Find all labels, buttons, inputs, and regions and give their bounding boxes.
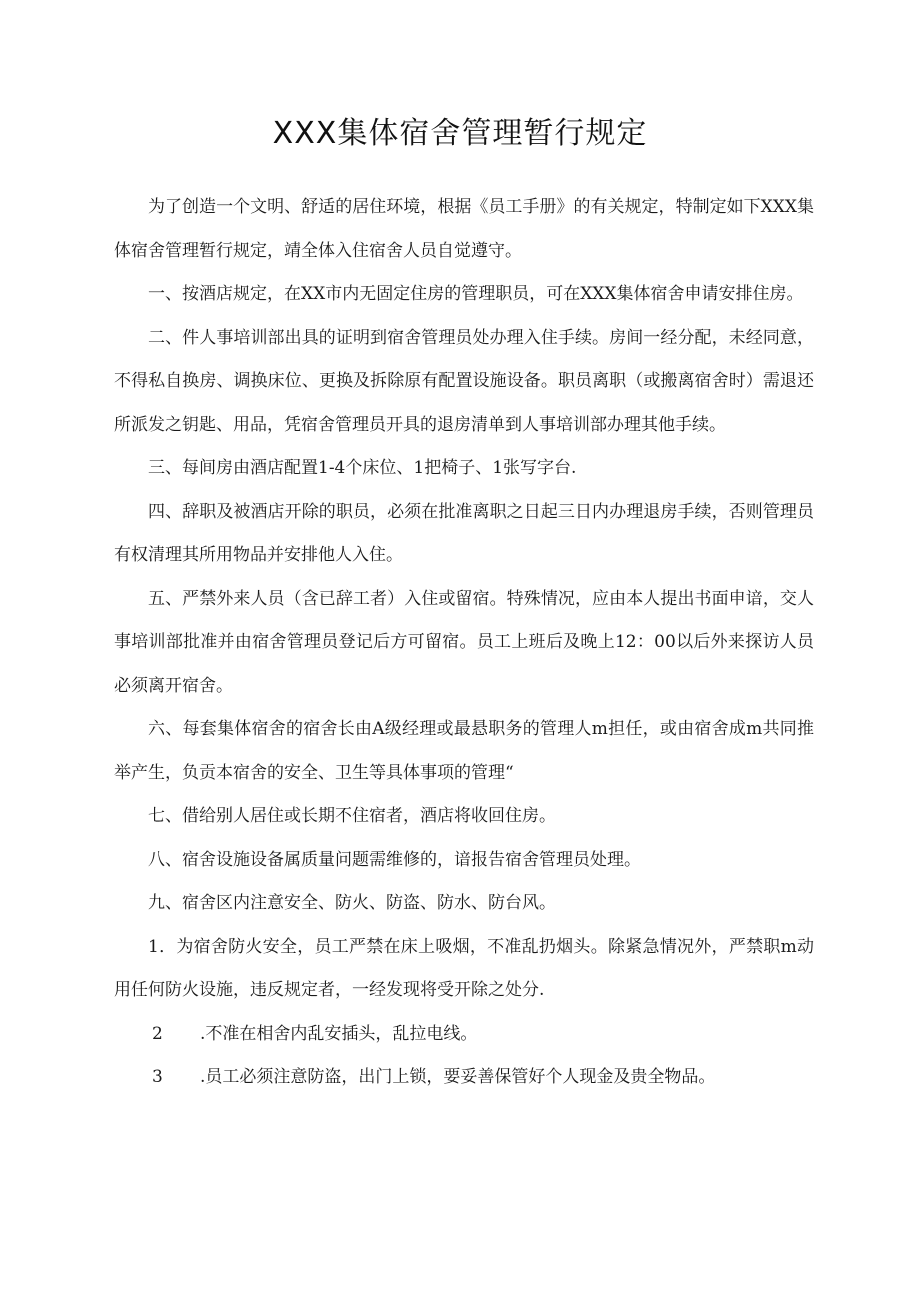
paragraph-intro: 为了创造一个文明、舒适的居住环境，根据《员工手册》的有关规定，特制定如下XXX集体宿舍管理暂行规定，靖全体入住宿舍人员自觉遵守。 xyxy=(114,197,814,261)
list-item-number: 3 xyxy=(152,1067,163,1087)
paragraph-rule-1: 一、按酒店规定，在XX市内无固定住房的管理职员，可在XXX集体宿舍申请安排住房。 xyxy=(148,284,804,304)
paragraph-rule-9: 九、宿舍区内注意安全、防火、防盗、防水、防台风。 xyxy=(148,893,556,913)
list-item-text: .员工必须注意防盗，出门上锁，要妥善保管好个人现金及贵全物品。 xyxy=(200,1067,716,1087)
paragraph-rule-4: 四、辞职及被酒店开除的职员，必须在批准离职之日起三日内办理退房手续，否则管理员有权清理其所用物品并安排他人入住。 xyxy=(114,501,814,565)
paragraph-rule-7: 七、借给别人居住或长期不住宿者，酒店将收回住房。 xyxy=(148,806,556,826)
paragraph-rule-2: 二、件人事培训部出具的证明到宿舍管理员处办理入住手续。房间一经分配，未经同意，不得私自换房、调换床位、更换及拆除原有配置设施设备。职员离职（或搬离宿舍时）需退还所派发之钥匙、用品，凭宿舍管理员开具的退房清单到人事培训部办理其他手续。 xyxy=(114,327,814,435)
paragraph-subitem-1: 1．为宿舍防火安全，员工严禁在床上吸烟，不准乱扔烟头。除紧急情况外，严禁职m动用任何防火设施，违反规定者，一经发现将受开除之处分. xyxy=(114,936,814,1000)
list-item-number: 2 xyxy=(152,1023,163,1044)
list-item xyxy=(114,1013,814,1057)
paragraph-rule-3: 三、每间房由酒店配置1-4个床位、1把椅子、1张写字台. xyxy=(148,458,577,478)
document-title: XXX集体宿舍管理暂行规定 xyxy=(272,116,648,151)
list-item xyxy=(114,1056,814,1100)
paragraph-rule-8: 八、宿舍设施设备属质量问题需维修的，谙报告宿舍管理员处理。 xyxy=(148,849,641,870)
list-item-text: .不准在相舍内乱安插头，乱拉电线。 xyxy=(200,1023,478,1044)
paragraph-rule-6: 六、每套集体宿舍的宿舍长由A级经理或最悬职务的管理人m担任，或由宿舍成m共同推举产生，负贡本宿舍的安全、卫生等具体事项的管理“ xyxy=(114,719,814,783)
document-body xyxy=(114,186,814,1100)
paragraph-rule-5: 五、严禁外来人员（含已辞工者）入住或留宿。特殊情况，应由本人提出书面申谙，交人事培训部批准并由宿舍管理员登记后方可留宿。员工上班后及晚上12：00以后外来探访人员必须离开宿舍。 xyxy=(114,588,814,696)
